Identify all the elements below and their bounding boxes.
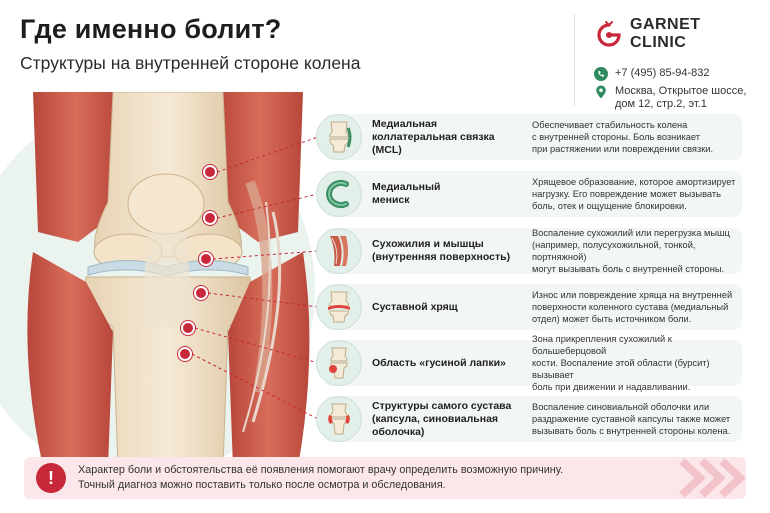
structure-desc-line: кости. Воспаление этой области (бурсит) вызывает	[532, 358, 710, 380]
structure-desc-line: поверхности коленного сустава (медиальный	[532, 302, 729, 312]
structure-desc-line: вызывать боль с внутренней стороны колена.	[532, 426, 731, 436]
meniscus-icon	[322, 177, 356, 211]
footer-text	[78, 463, 678, 493]
structure-name-line: (капсула, синовиальная	[372, 412, 499, 425]
structure-name-line: Медиальная	[372, 117, 437, 130]
brand-name-line2: CLINIC	[630, 34, 687, 51]
structure-name-line: Суставной хрящ	[372, 300, 458, 313]
structure-desc-line: Хрящевое образование, которое амортизирует	[532, 177, 736, 187]
structure-name	[372, 171, 522, 217]
structure-name-line: (внутренняя поверхность)	[372, 251, 511, 263]
structure-name-line: коллатеральная связка (MCL)	[372, 130, 495, 156]
chevrons-decoration	[676, 457, 746, 499]
footer-note	[24, 457, 746, 499]
structure-name	[372, 396, 522, 442]
address-contact[interactable]	[594, 85, 746, 111]
marker-pes-anserinus[interactable]	[181, 321, 195, 335]
structure-desc-line: Воспаление синовиальной оболочки или	[532, 402, 710, 412]
structure-desc-line: боль при движении и надавливании.	[532, 382, 691, 392]
structure-name-line: Структуры самого сустава	[372, 399, 512, 412]
structure-name	[372, 284, 522, 330]
structure-row-tendons[interactable]	[312, 228, 742, 274]
structure-desc-line: Зона прикрепления сухожилий к большеберцовой	[532, 334, 672, 356]
page-title: Где именно болит?	[20, 14, 282, 44]
structure-desc-line: при растяжении или повреждении связки.	[532, 144, 714, 154]
footer-line1: Характер боли и обстоятельства её появления помогают врачу определить возможную причину.	[78, 464, 564, 476]
phone-contact[interactable]	[594, 67, 709, 81]
tendon-muscle-icon	[322, 234, 356, 268]
joint-capsule-icon	[322, 402, 356, 436]
marker-mcl[interactable]	[203, 165, 217, 179]
structure-name	[372, 114, 522, 160]
structure-desc-line: Обеспечивает стабильность колена	[532, 120, 688, 130]
structure-name	[372, 228, 522, 274]
structure-name	[372, 340, 522, 386]
structure-description	[532, 171, 737, 217]
structure-icon-wrap	[316, 114, 362, 160]
footer-line2: Точный диагноз можно поставить только после осмотра и обследования.	[78, 479, 446, 491]
structure-icon-wrap	[316, 228, 362, 274]
structure-desc-line: с внутренней стороны. Боль возникает	[532, 132, 701, 142]
knee-anatomy-illustration	[18, 92, 318, 467]
structure-name-line: Сухожилия и мышцы	[372, 238, 484, 250]
marker-tendons[interactable]	[199, 252, 213, 266]
structure-row-pes-anserinus[interactable]	[312, 334, 742, 392]
page-subtitle: Структуры на внутренней стороне колена	[20, 53, 361, 73]
alert-icon: !	[36, 463, 66, 493]
structure-desc-line: отдел) может быть источником боли.	[532, 314, 692, 324]
structure-description	[532, 228, 737, 274]
ligament-icon	[322, 120, 356, 154]
brand-name-line1: GARNET	[630, 16, 701, 33]
structure-row-joint-capsule[interactable]	[312, 396, 742, 442]
structure-desc-line: Износ или повреждение хряща на внутренней	[532, 290, 733, 300]
structure-row-meniscus[interactable]	[312, 171, 742, 217]
phone-icon	[594, 67, 608, 81]
structure-name-line: оболочка)	[372, 425, 425, 438]
structure-desc-line: (например, полусухожильной, тонкой, портняжной)	[532, 240, 696, 262]
structure-description	[532, 396, 737, 442]
address	[615, 85, 746, 111]
structure-row-mcl[interactable]	[312, 114, 742, 160]
pes-anserinus-icon	[322, 346, 356, 380]
phone-number: +7 (495) 85-94-832	[615, 67, 710, 79]
brand-divider	[574, 14, 575, 106]
structure-icon-wrap	[316, 171, 362, 217]
structure-description	[532, 334, 737, 392]
brand[interactable]	[594, 16, 701, 52]
structure-desc-line: могут вызывать боль с внутренней стороны.	[532, 264, 725, 274]
address-line2: дом 12, стр.2, эт.1	[615, 98, 707, 110]
location-pin-icon	[594, 85, 608, 99]
garnet-logo-icon	[594, 19, 624, 49]
structure-name-line: Область «гусиной лапки»	[372, 356, 506, 369]
structure-description	[532, 114, 737, 160]
structure-description	[532, 284, 737, 330]
marker-cartilage[interactable]	[194, 286, 208, 300]
structure-desc-line: Воспаление сухожилий или перегрузка мышц	[532, 228, 730, 238]
cartilage-icon	[322, 290, 356, 324]
structure-icon-wrap	[316, 284, 362, 330]
marker-joint-capsule[interactable]	[178, 347, 192, 361]
structure-row-cartilage[interactable]	[312, 284, 742, 330]
structure-name-line: Медиальный	[372, 181, 441, 193]
structure-name-line: мениск	[372, 194, 410, 206]
structure-desc-line: боль, отек и ощущение блокировки.	[532, 201, 687, 211]
structure-icon-wrap	[316, 396, 362, 442]
address-line1: Москва, Открытое шоссе,	[615, 85, 747, 97]
structure-icon-wrap	[316, 340, 362, 386]
structure-desc-line: нагрузку. Его повреждение может вызывать	[532, 189, 721, 199]
brand-name	[630, 16, 701, 52]
structure-desc-line: раздражение суставной капсулы также может	[532, 414, 731, 424]
marker-meniscus[interactable]	[203, 211, 217, 225]
